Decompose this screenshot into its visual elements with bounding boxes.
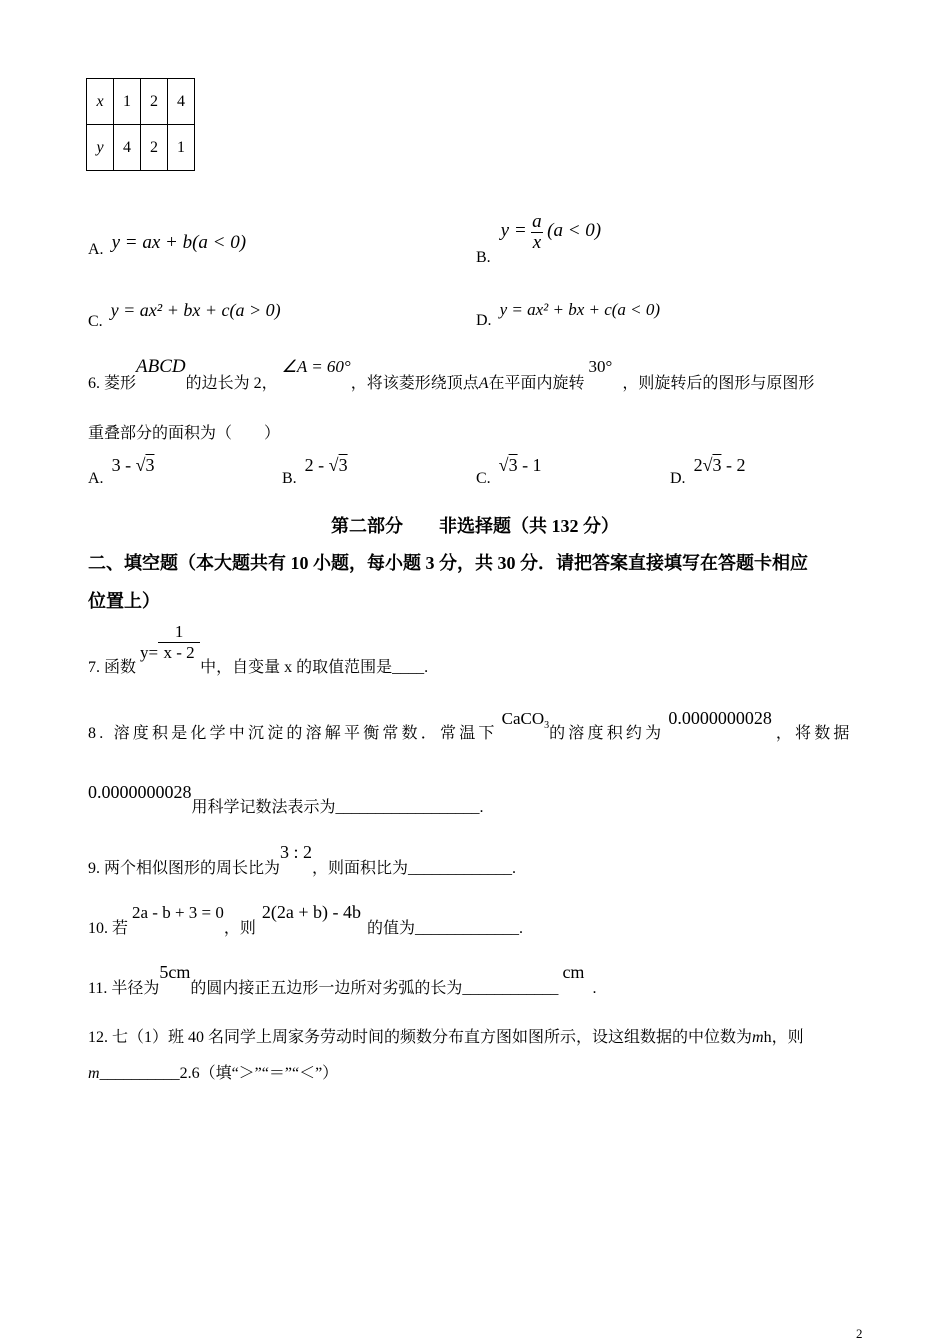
q8-number: 0.0000000028 — [668, 708, 772, 728]
option-expr: y = ax + b(a < 0) — [111, 232, 247, 253]
q9-ratio: 3 : 2 — [280, 842, 313, 862]
table-cell: 2 — [141, 125, 168, 171]
q12-var: m — [752, 1029, 764, 1046]
q6-option-d: D. 2√3 - 2 — [670, 455, 746, 487]
option-label: C. — [476, 470, 491, 487]
option-expr: y = ax² + bx + c(a > 0) — [110, 300, 281, 320]
q6-text: ，则旋转后的图形与原图形 — [622, 375, 815, 392]
q5-option-a — [88, 232, 247, 260]
option-label: C. — [88, 313, 103, 330]
table-cell: 2 — [141, 79, 168, 125]
option-label: A. — [88, 241, 104, 258]
option-expr: y = ax² + bx + c(a < 0) — [499, 300, 661, 319]
option-label: D. — [476, 312, 492, 329]
radicand: 3 — [145, 455, 155, 475]
q5-option-d — [476, 300, 661, 330]
part-two-title: 第二部分 非选择题（共 132 分） — [331, 516, 619, 536]
section-heading-line2: 位置上） — [88, 591, 160, 611]
q8-text: 用科学记数法表示为__________________. — [191, 799, 484, 816]
q12-text: __________2.6（填“＞”“＝”“＜”） — [99, 1065, 339, 1082]
option-expr-pre: y = — [500, 220, 527, 242]
q6-abcd: ABCD — [136, 356, 186, 377]
denominator: x — [532, 232, 542, 253]
q10 — [88, 900, 524, 937]
q7 — [88, 622, 429, 677]
fraction — [531, 212, 543, 253]
q8-number: 0.0000000028 — [88, 782, 192, 802]
denominator: x - 2 — [158, 642, 200, 663]
q6-rotation: 30° — [588, 357, 613, 376]
q10-equation: 2a - b + 3 = 0 — [132, 903, 224, 922]
fraction — [158, 622, 200, 663]
option-label: D. — [670, 470, 686, 487]
q6-stem-line2: 重叠部分的面积为（ ） — [88, 425, 281, 442]
q10-text: ，则 — [223, 920, 256, 937]
q12-line2 — [88, 1060, 338, 1083]
option-expr: - 1 — [517, 455, 542, 475]
option-label: B. — [282, 470, 297, 487]
q11 — [88, 960, 597, 997]
radicand: 3 — [338, 455, 348, 475]
option-label: A. — [88, 470, 104, 487]
q5-option-c — [88, 300, 281, 331]
q8-text: ，将数据 — [775, 725, 853, 742]
q10-expression: 2(2a + b) - 4b — [261, 902, 362, 922]
option-expr: 2 - — [304, 455, 329, 475]
q6-option-c: C. √3 - 1 — [476, 455, 542, 487]
page-number: 2 — [856, 1326, 863, 1341]
q10-text: 10. 若 — [88, 920, 129, 937]
q11-text: 11. 半径为 — [88, 980, 160, 997]
q11-text: 的圆内接正五边形一边所对劣弧的长为____________ — [190, 980, 559, 997]
q12-var: m — [88, 1065, 100, 1082]
q11-unit: cm — [562, 962, 585, 982]
numerator: a — [532, 211, 542, 232]
q6-option-a: A. 3 - √3 — [88, 455, 155, 487]
q8-line1 — [88, 706, 853, 742]
numerator: 1 — [174, 622, 184, 641]
q6-stem — [88, 354, 815, 392]
radicand: 3 — [508, 455, 518, 475]
option-label: B. — [476, 249, 491, 267]
q10-text: 的值为_____________. — [367, 920, 524, 937]
q12-text: h，则 — [763, 1029, 804, 1046]
table-cell: y — [87, 125, 114, 171]
q5-option-b — [476, 211, 602, 267]
q11-text: . — [592, 980, 597, 997]
option-expr: - 2 — [721, 455, 746, 475]
q6-option-b: B. 2 - √3 — [282, 455, 348, 487]
radicand: 3 — [712, 455, 722, 475]
q9 — [88, 840, 517, 877]
q7-text: 7. 函数 — [88, 659, 137, 677]
table-cell: 1 — [114, 79, 141, 125]
table-row — [87, 125, 195, 171]
q8-subscript: 3 — [544, 720, 550, 732]
q8-line2 — [88, 780, 484, 816]
section-heading: 二、填空题（本大题共有 10 小题，每小题 3 分，共 30 分．请把答案直接填写在答题卡相应 — [88, 553, 808, 573]
q11-radius: 5cm — [159, 962, 191, 982]
q12-text: 12. 七（1）班 40 名同学上周家务劳动时间的频数分布直方图如图所示，设这组数据的中位数为 — [88, 1029, 753, 1046]
q6-text: ，将该菱形绕顶点 — [350, 375, 479, 392]
option-expr-post: (a < 0) — [547, 220, 602, 242]
option-expr: 2 — [693, 455, 703, 475]
table-cell: x — [87, 79, 114, 125]
q9-text: 9. 两个相似图形的周长比为 — [88, 860, 281, 877]
q9-text: ，则面积比为_____________. — [312, 860, 517, 877]
table-cell: 1 — [168, 125, 195, 171]
q12-line1 — [88, 1024, 804, 1047]
q8-text: 的溶度积约为 — [549, 725, 665, 742]
option-expr: 3 - — [111, 455, 136, 475]
table-row — [87, 79, 195, 125]
q8-formula: CaCO — [501, 709, 545, 728]
q6-text: 在平面内旋转 — [488, 375, 585, 392]
q8-text: 8. 溶度积是化学中沉淀的溶解平衡常数．常温下 — [88, 725, 498, 742]
q6-angle: ∠A = 60° — [281, 357, 351, 376]
q7-text: 中，自变量 x 的取值范围是____. — [200, 659, 429, 677]
xy-table — [86, 78, 195, 171]
q6-text: 的边长为 2， — [185, 375, 278, 392]
q6-text: 6. 菱形 — [88, 375, 137, 392]
q7-y: y= — [140, 643, 159, 663]
table-cell: 4 — [168, 79, 195, 125]
q6-vertex: A — [478, 375, 489, 392]
table-cell: 4 — [114, 125, 141, 171]
